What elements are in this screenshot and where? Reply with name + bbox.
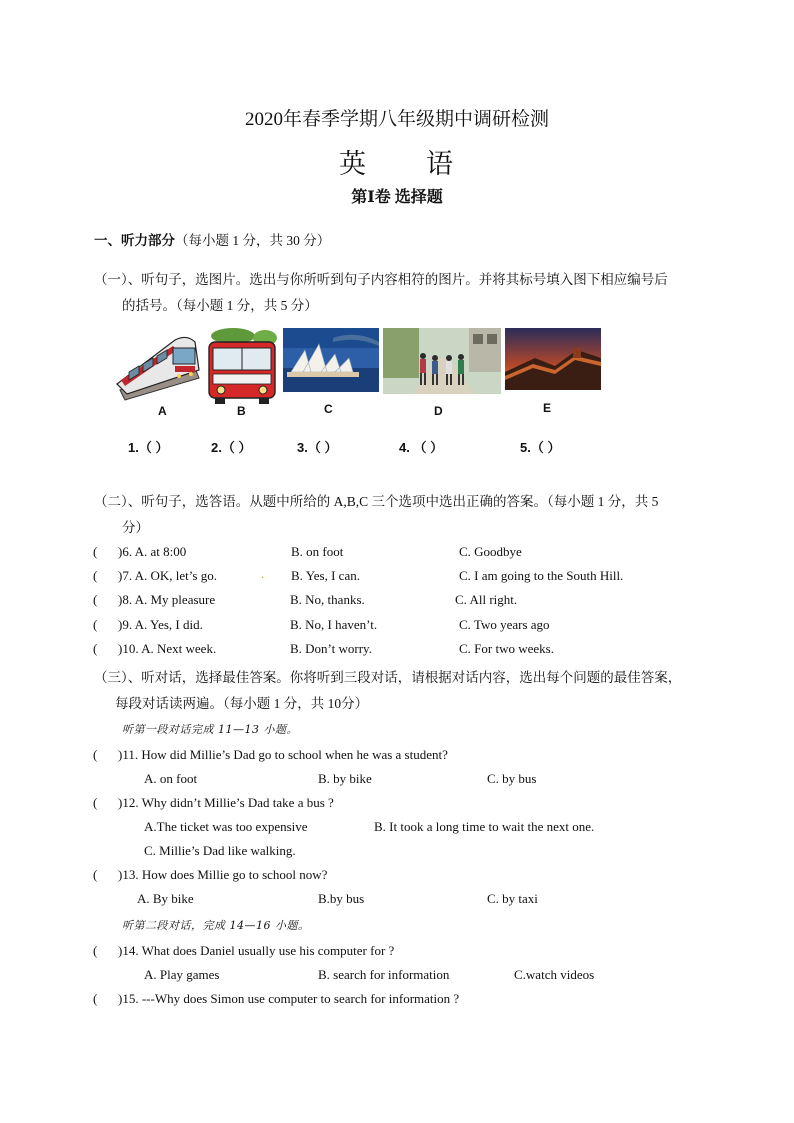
question-10-option-a: )10. A. Next week. [118, 641, 217, 656]
question-13-option-b: B.by bus [318, 891, 365, 906]
picture-letter-d: D [434, 404, 443, 418]
question-10-option-b: B. Don’t worry. [290, 641, 372, 656]
question-7-option-a: )7. A. OK, let’s go. [118, 568, 217, 583]
answer-blank-2[interactable]: 2.（ ） [211, 440, 252, 455]
subject-title [0, 142, 794, 181]
students-walking-icon [383, 328, 501, 394]
question-6-paren[interactable]: ( [93, 544, 98, 559]
dialogue-2-hint: 听第二段对话，完成 14—16 小题。 [122, 919, 310, 932]
question-12-option-c: C. Millie’s Dad like walking. [144, 843, 296, 858]
question-7-option-b: B. Yes, I can. [291, 568, 360, 583]
answer-blank-5[interactable]: 5.（ ） [520, 440, 561, 455]
question-12-text: )12. Why didn’t Millie’s Dad take a bus ? [118, 795, 334, 810]
question-12-option-b: B. It took a long time to wait the next one. [374, 819, 595, 834]
opera-house-icon [283, 328, 379, 392]
picture-letter-b: B [237, 404, 246, 418]
question-7-paren[interactable]: ( [93, 568, 98, 583]
subject-char-2: 语 [426, 149, 455, 179]
exam-title: 2020年春季学期八年级期中调研检测 [244, 109, 549, 130]
question-6-option-a: )6. A. at 8:00 [118, 544, 187, 559]
volume-title: 第Ⅰ卷 选择题 [351, 189, 443, 206]
part1-heading [94, 229, 330, 249]
bus-icon [205, 328, 279, 406]
question-10-paren[interactable]: ( [93, 641, 98, 656]
section3-instruction-line2: 每段对话读两遍。（每小题 1 分，共 10分） [115, 696, 369, 711]
question-10-option-c: C. For two weeks. [459, 641, 554, 656]
answer-blank-3[interactable]: 3.（ ） [297, 440, 338, 455]
picture-letter-a: A [158, 404, 167, 418]
question-8-option-b: B. No, thanks. [290, 592, 365, 607]
question-14-option-b: B. search for information [318, 967, 450, 982]
question-11-option-a: A. on foot [144, 771, 198, 786]
question-9-option-a: )9. A. Yes, I did. [118, 617, 203, 632]
question-6-option-b: B. on foot [291, 544, 344, 559]
question-13-option-a: A. By bike [137, 891, 194, 906]
question-15-text: )15. ---Why does Simon use computer to search for information ? [118, 991, 460, 1006]
part1-heading-note: （每小题 1 分，共 30 分） [175, 233, 331, 248]
picture-letter-e: E [543, 401, 552, 415]
question-14-option-c: C.watch videos [514, 967, 595, 982]
question-7-option-c: C. I am going to the South Hill. [459, 568, 624, 583]
question-8-option-c: C. All right. [455, 592, 518, 607]
section1-instruction-line2: 的括号。（每小题 1 分，共 5 分） [122, 298, 318, 313]
part1-heading-label: 一、听力部分 [94, 233, 175, 248]
picture-letter-c: C [324, 402, 333, 416]
question-9-paren[interactable]: ( [93, 617, 98, 632]
great-wall-icon [505, 328, 601, 390]
answer-blank-1[interactable]: 1.（ ） [128, 440, 169, 455]
question-13-paren[interactable]: ( [93, 867, 98, 882]
answer-blank-4[interactable]: 4. （ ） [399, 440, 444, 455]
train-icon [115, 328, 201, 406]
question-15-paren[interactable]: ( [93, 991, 98, 1006]
question-14-text: )14. What does Daniel usually use his computer for ? [118, 943, 395, 958]
question-9-option-c: C. Two years ago [459, 617, 550, 632]
section1-instruction-line1: （一）、听句子，选图片。选出与你所听到句子内容相符的图片。并将其标号填入图下相应编号后 [94, 272, 668, 287]
question-14-paren[interactable]: ( [93, 943, 98, 958]
picture-row [115, 328, 605, 408]
question-11-option-c: C. by bus [487, 771, 537, 786]
section3-instruction-line1: （三）、听对话，选择最佳答案。你将听到三段对话，请根据对话内容，选出每个问题的最佳答案， [94, 670, 682, 685]
question-9-option-b: B. No, I haven’t. [290, 617, 378, 632]
question-14-option-a: A. Play games [144, 967, 220, 982]
question-8-paren[interactable]: ( [93, 592, 98, 607]
question-8-option-a: )8. A. My pleasure [118, 592, 216, 607]
subject-char-1: 英 [339, 149, 368, 179]
dialogue-1-hint: 听第一段对话完成 11—13 小题。 [122, 723, 298, 736]
question-6-option-c: C. Goodbye [459, 544, 522, 559]
section2-instruction-line2: 分） [122, 520, 149, 535]
question-12-option-a: A.The ticket was too expensive [144, 819, 308, 834]
question-11-text: )11. How did Millie’s Dad go to school when he was a student? [118, 747, 448, 762]
question-12-paren[interactable]: ( [93, 795, 98, 810]
question-13-text: )13. How does Millie go to school now? [118, 867, 328, 882]
question-11-option-b: B. by bike [318, 771, 372, 786]
question-11-paren[interactable]: ( [93, 747, 98, 762]
section2-instruction-line1: （二）、听句子，选答语。从题中所给的 A,B,C 三个选项中选出正确的答案。（每小题 1 分，共 5 [94, 494, 659, 509]
stray-dot: . [261, 566, 265, 581]
question-13-option-c: C. by taxi [487, 891, 538, 906]
